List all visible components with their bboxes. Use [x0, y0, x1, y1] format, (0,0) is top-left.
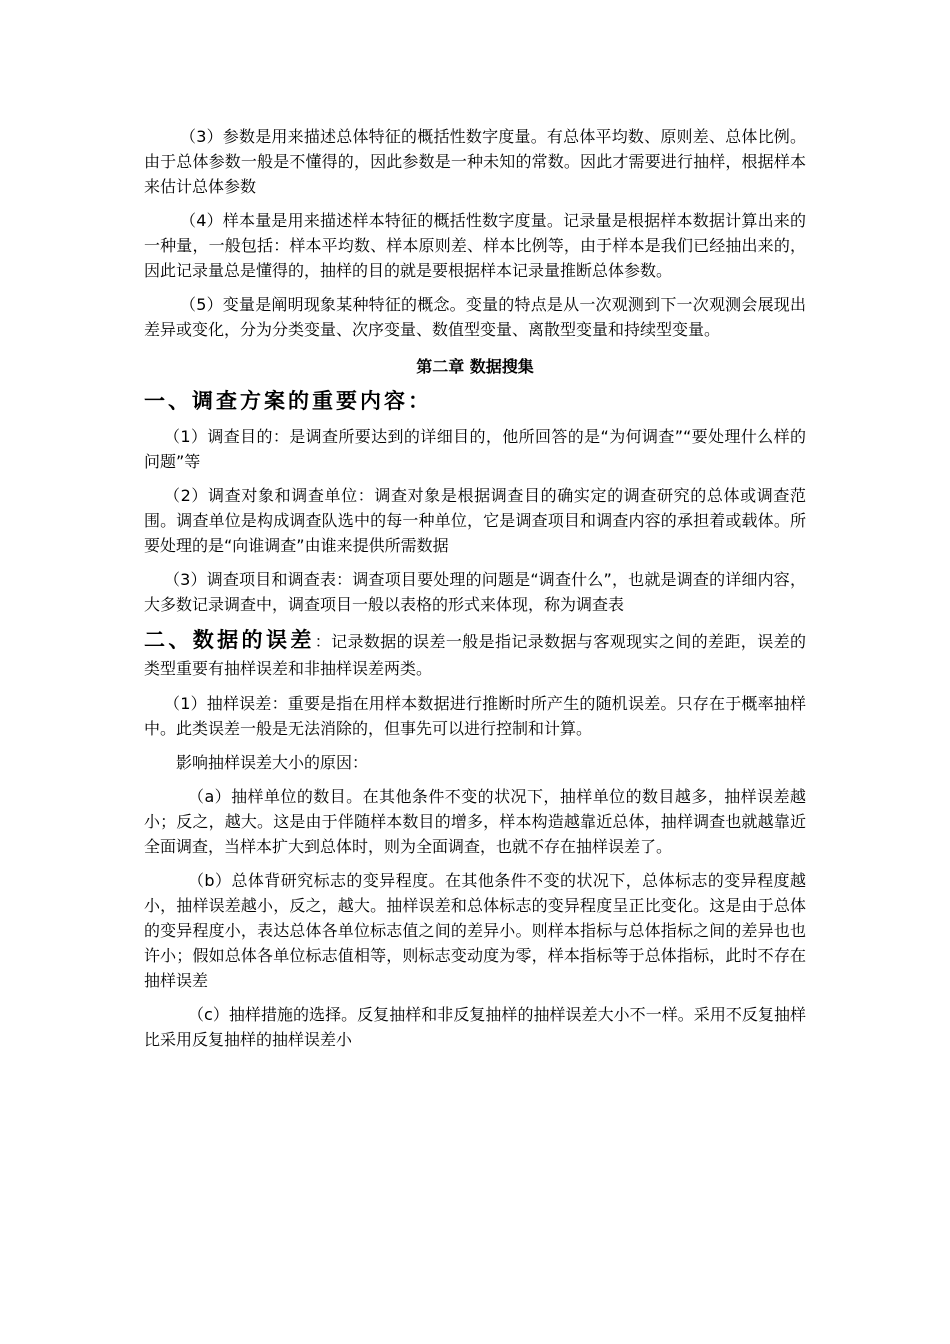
- section-heading-colon: ：: [314, 632, 332, 651]
- list-item-survey-object: （2）调查对象和调查单位：调查对象是根据调查目的确实定的调查研究的总体或调查范围。调查单位是构成调查队选中的每一种单位，它是调查项目和调查内容的承担着或载体。所要处理的是“向谁调查”由谁来提供所需数据: [144, 486, 806, 555]
- chapter-title: 第二章 数据搜集: [416, 357, 534, 376]
- factor-item-a: （a）抽样单位的数目。在其他条件不变的状况下，抽样单位的数目越多，抽样误差越小；反之，越大。这是由于伴随样本数目的增多，样本构造越靠近总体，抽样调查也就越靠近全面调查，当样本扩大到总体时，则为全面调查，也就不存在抽样误差了。: [144, 787, 806, 856]
- list-item-survey-items: （3）调查项目和调查表：调查项目要处理的问题是“调查什么”，也就是调查的详细内容，大多数记录调查中，调查项目一般以表格的形式来体现，称为调查表: [144, 570, 806, 614]
- list-item-survey-purpose: （1）调查目的：是调查所要达到的详细目的，他所回答的是“为何调查”“要处理什么样的问题”等: [144, 427, 806, 471]
- factor-item-b: （b）总体背研究标志的变异程度。在其他条件不变的状况下，总体标志的变异程度越小，抽样误差越小，反之，越大。抽样误差和总体标志的变异程度呈正比变化。这是由于总体的变异程度小，表达总体各单位标志值之间的差异小。则样本指标与总体指标之间的差异也也许小；假如总体各单位标志值相等，则标志变动度为零，样本指标等于总体指标，此时不存在抽样误差: [144, 871, 806, 990]
- document-page: [144, 124, 806, 1061]
- factor-item-c: （c）抽样措施的选择。反复抽样和非反复抽样的抽样误差大小不一样。采用不反复抽样比采用反复抽样的抽样误差小: [144, 1005, 806, 1049]
- paragraph-statistic: （4）样本量是用来描述样本特征的概括性数字度量。记录量是根据样本数据计算出来的一种量，一般包括：样本平均数、样本原则差、样本比例等，由于样本是我们已经抽出来的，因此记录量总是懂得的，抽样的目的就是要根据样本记录量推断总体参数。: [144, 211, 806, 280]
- section-heading-survey-plan: 一、调查方案的重要内容：: [144, 388, 432, 413]
- section-data-error: [144, 626, 806, 682]
- section-heading-data-error: 二、数据的误差: [144, 627, 315, 652]
- list-item-sampling-error: （1）抽样误差：重要是指在用样本数据进行推断时所产生的随机误差。只存在于概率抽样中。此类误差一般是无法消除的，但事先可以进行控制和计算。: [144, 694, 806, 738]
- section-intro-data-error: 记录数据的误差一般是指记录数据与客观现实之间的差距，误差的类型重要有抽样误差和非抽样误差两类。: [144, 632, 806, 678]
- paragraph-variable: （5）变量是阐明现象某种特征的概念。变量的特点是从一次观测到下一次观测会展现出差异或变化，分为分类变量、次序变量、数值型变量、离散型变量和持续型变量。: [144, 295, 806, 339]
- factors-heading: 影响抽样误差大小的原因：: [176, 753, 369, 772]
- paragraph-parameter: （3）参数是用来描述总体特征的概括性数字度量。有总体平均数、原则差、总体比例。由于总体参数一般是不懂得的，因此参数是一种未知的常数。因此才需要进行抽样，根据样本来估计总体参数: [144, 127, 806, 196]
